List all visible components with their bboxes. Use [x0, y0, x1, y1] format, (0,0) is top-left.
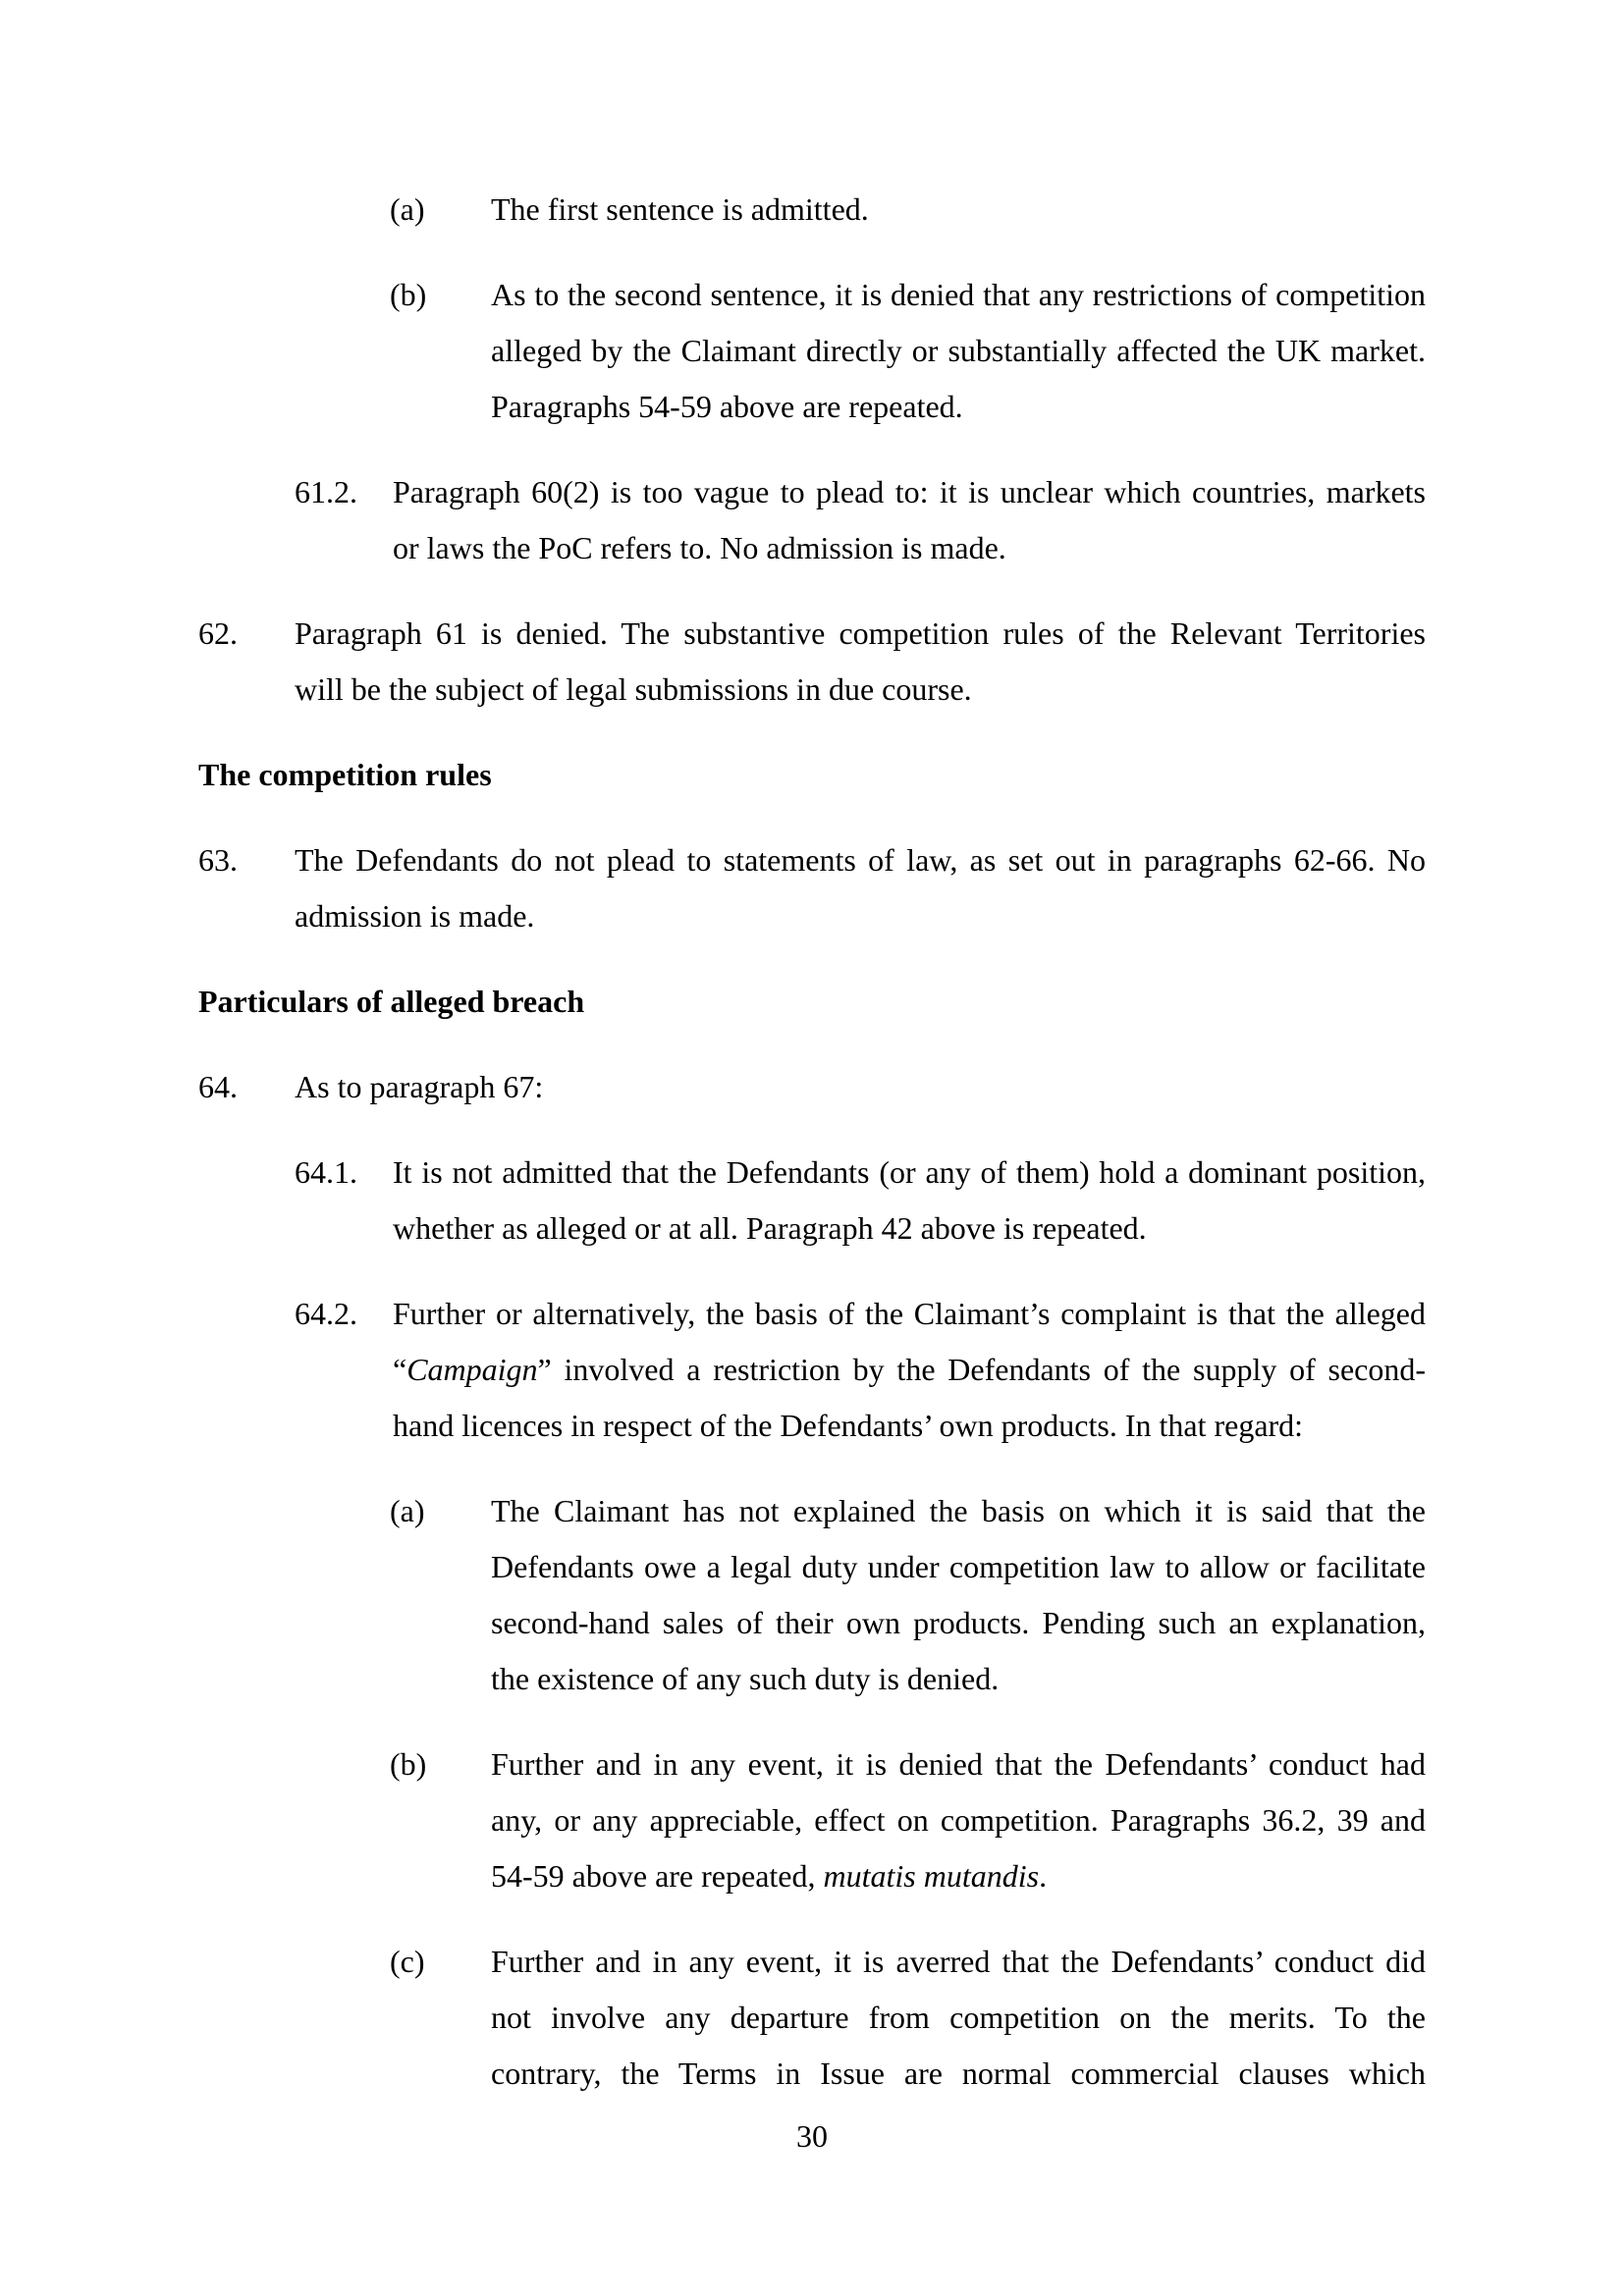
text-line — [491, 182, 1426, 238]
paragraph-number: (c) — [390, 1944, 425, 1979]
text-run: Further or alternatively, the basis of the Claimant’s complaint is that the alleged — [393, 1296, 1426, 1331]
paragraph-number: 62. — [198, 615, 238, 651]
text-run: the existence of any such duty is denied. — [491, 1661, 1000, 1696]
text-run: Further and in any event, it is averred that the Defendants’ conduct did — [491, 1944, 1426, 1979]
italic-text-run: mutatis mutandis — [823, 1858, 1040, 1894]
text-run: alleged by the Claimant directly or substantially affected the UK market. — [491, 333, 1426, 368]
paragraph-block — [390, 1736, 1426, 1904]
text-line — [393, 1342, 1426, 1398]
text-line — [393, 1201, 1426, 1256]
paragraph-block — [198, 1059, 1426, 1115]
text-run: ” involved a restriction by the Defendants of the supply of second- — [537, 1352, 1426, 1387]
text-line — [393, 1145, 1426, 1201]
paragraph-block — [390, 182, 1426, 238]
paragraph-block — [390, 1934, 1426, 2102]
text-run: As to paragraph 67: — [295, 1069, 544, 1104]
text-line — [393, 1286, 1426, 1342]
text-run: The Claimant has not explained the basis on which it is said that the — [491, 1493, 1426, 1528]
paragraph-number: 64.2. — [295, 1296, 357, 1331]
paragraph-block — [295, 1145, 1426, 1256]
text-run: 54-59 above are repeated, — [491, 1858, 824, 1894]
page-number: 30 — [796, 2118, 828, 2154]
paragraph-number: 61.2. — [295, 474, 357, 509]
text-run: The first sentence is admitted. — [491, 191, 869, 227]
text-line — [491, 1934, 1426, 1990]
text-line — [491, 379, 1426, 435]
text-line — [491, 323, 1426, 379]
text-line — [491, 1990, 1426, 2046]
text-run: contrary, the Terms in Issue are normal commercial clauses which — [491, 2056, 1426, 2091]
text-line — [295, 662, 1426, 718]
text-run: admission is made. — [295, 898, 535, 934]
paragraph-block — [198, 606, 1426, 718]
text-run: Defendants owe a legal duty under competition law to allow or facilitate — [491, 1549, 1426, 1584]
text-line — [491, 1792, 1426, 1848]
document-body — [0, 182, 1624, 2131]
text-run: whether as alleged or at all. Paragraph 42 above is repeated. — [393, 1210, 1147, 1246]
text-line — [295, 606, 1426, 662]
text-run: will be the subject of legal submissions in due course. — [295, 671, 972, 707]
text-run: As to the second sentence, it is denied that any restrictions of competition — [491, 277, 1426, 312]
text-run: The Defendants do not plead to statements of law, as set out in paragraphs 62-66. No — [295, 842, 1426, 878]
text-run: It is not admitted that the Defendants (or any of them) hold a dominant position, — [393, 1154, 1426, 1190]
paragraph-block — [390, 1483, 1426, 1707]
paragraph-number: (b) — [390, 1746, 427, 1782]
text-line — [491, 1848, 1426, 1904]
text-line — [295, 1059, 1426, 1115]
text-run: . — [1039, 1858, 1048, 1894]
text-run: not involve any departure from competition on the merits. To the — [491, 2000, 1426, 2035]
section-heading: Particulars of alleged breach — [198, 984, 585, 1019]
text-run: any, or any appreciable, effect on competition. Paragraphs 36.2, 39 and — [491, 1802, 1426, 1838]
paragraph-number: 64. — [198, 1069, 238, 1104]
text-run: second-hand sales of their own products. Pending such an explanation, — [491, 1605, 1426, 1640]
text-line — [491, 1539, 1426, 1595]
paragraph-number: (a) — [390, 191, 425, 227]
paragraph-block — [390, 267, 1426, 435]
text-line — [491, 267, 1426, 323]
paragraph-number: 64.1. — [295, 1154, 357, 1190]
section-heading: The competition rules — [198, 757, 492, 792]
text-run: Paragraphs 54-59 above are repeated. — [491, 389, 963, 424]
text-line — [295, 888, 1426, 944]
text-line — [393, 1398, 1426, 1454]
paragraph-block — [295, 464, 1426, 576]
text-line — [393, 464, 1426, 520]
text-line — [491, 1651, 1426, 1707]
text-line — [491, 1736, 1426, 1792]
italic-text-run: Campaign — [406, 1352, 538, 1387]
paragraph-block — [295, 1286, 1426, 1454]
paragraph-block — [198, 832, 1426, 944]
paragraph-number: (b) — [390, 277, 427, 312]
text-run: “ — [393, 1352, 407, 1387]
paragraph-number: 63. — [198, 842, 238, 878]
text-line — [295, 832, 1426, 888]
text-line — [491, 1595, 1426, 1651]
text-run: Further and in any event, it is denied that the Defendants’ conduct had — [491, 1746, 1426, 1782]
paragraph-number: (a) — [390, 1493, 425, 1528]
text-line — [491, 2046, 1426, 2102]
text-run: Paragraph 60(2) is too vague to plead to: it is unclear which countries, markets — [393, 474, 1426, 509]
text-line — [393, 520, 1426, 576]
text-line — [491, 1483, 1426, 1539]
text-run: or laws the PoC refers to. No admission is made. — [393, 530, 1006, 565]
text-run: hand licences in respect of the Defendants’ own products. In that regard: — [393, 1408, 1304, 1443]
text-run: Paragraph 61 is denied. The substantive competition rules of the Relevant Territories — [295, 615, 1426, 651]
